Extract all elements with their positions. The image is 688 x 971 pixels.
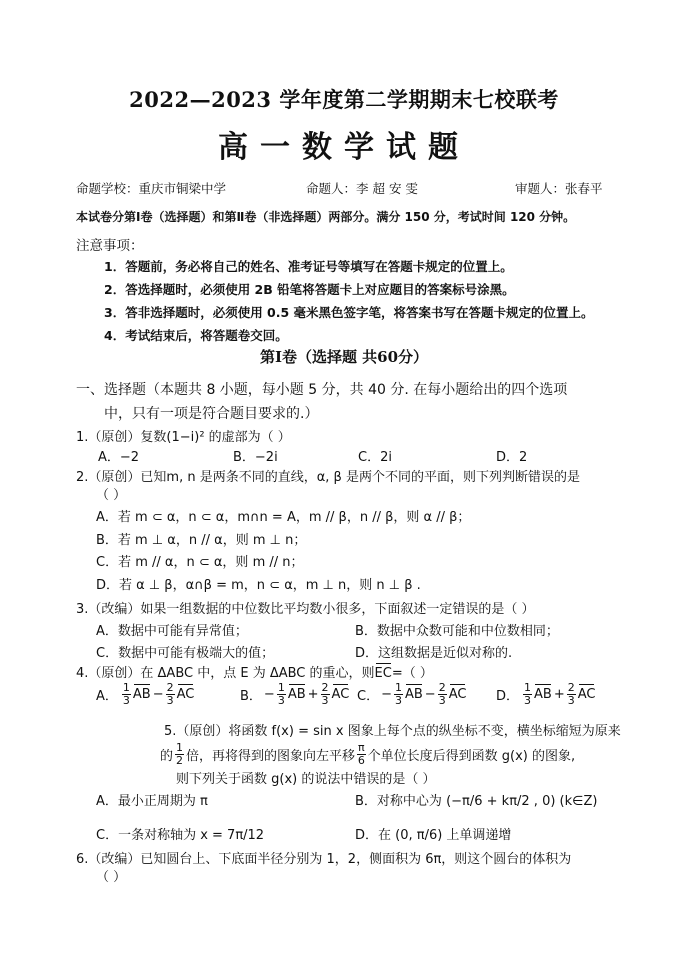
q2-option-a: A．若 m ⊂ α，n ⊂ α，m∩n = A，m // β，n // β，则 α // β； bbox=[96, 510, 471, 525]
q1-option-d: D．2 bbox=[496, 450, 528, 465]
q3-option-d: D．这组数据是近似对称的. bbox=[355, 646, 513, 661]
q1-option-b: B．−2i bbox=[233, 450, 278, 465]
part-heading-cont: 中，只有一项是符合题目要求的.） bbox=[104, 406, 319, 422]
q4-option-b: B． − $\frac{1}{3}$ AB + $\frac{2}{3}$ AC bbox=[240, 681, 350, 707]
q5-option-b: B．对称中心为 (−π/6 + kπ/2 , 0) (k∈Z) bbox=[355, 794, 598, 809]
q4-stem: 4.（原创）在 ΔABC 中，点 E 为 ΔABC 的重心，则EC=（ ） bbox=[76, 666, 433, 681]
notice-item: 4．考试结束后，将答题卷交回。 bbox=[104, 328, 288, 343]
meta-school: 命题学校：重庆市铜梁中学 bbox=[76, 181, 227, 196]
exam-title: 2022—2023 学年度第二学期期末七校联考 bbox=[129, 87, 559, 112]
q2-option-d: D．若 α ⊥ β，α∩β = m，n ⊂ α，m ⊥ n，则 n ⊥ β . bbox=[96, 578, 421, 593]
vector-ec: EC bbox=[374, 666, 392, 681]
q1-option-a: A．−2 bbox=[98, 450, 140, 465]
notice-item: 1．答题前，务必将自己的姓名、准考证号等填写在答题卡规定的位置上。 bbox=[104, 259, 513, 274]
q6-stem-paren: （ ） bbox=[96, 870, 127, 885]
q4-option-c: C． − $\frac{1}{3}$ AB − $\frac{2}{3}$ AC bbox=[357, 681, 467, 707]
q3-option-a: A．数据中可能有异常值； bbox=[96, 624, 248, 639]
exam-intro: 本试卷分第Ⅰ卷（选择题）和第Ⅱ卷（非选择题）两部分。满分 150 分，考试时间 120 分钟。 bbox=[76, 210, 576, 224]
q6-stem: 6.（改编）已知圆台上、下底面半径分别为 1，2，侧面积为 6π，则这个圆台的体积为 bbox=[76, 852, 572, 867]
notice-item: 3．答非选择题时，必须使用 0.5 毫米黑色签字笔，将答案书写在答题卡规定的位置上。 bbox=[104, 305, 594, 320]
notice-heading: 注意事项： bbox=[76, 238, 144, 254]
q5-option-a: A．最小正周期为 π bbox=[96, 794, 208, 809]
q3-option-b: B．数据中众数可能和中位数相同； bbox=[355, 624, 559, 639]
q3-option-c: C．数据中可能有极端大的值； bbox=[96, 646, 275, 661]
q2-option-c: C．若 m // α，n ⊂ α，则 m // n； bbox=[96, 555, 304, 570]
q1-stem: 1.（原创）复数(1−i)² 的虚部为（ ） bbox=[76, 430, 291, 445]
meta-reviewer: 审题人：张春平 bbox=[515, 181, 603, 196]
q5-option-c: C．一条对称轴为 x = 7π/12 bbox=[96, 828, 265, 843]
meta-setter: 命题人：李 超 安 雯 bbox=[306, 181, 418, 196]
q2-stem-paren: （ ） bbox=[96, 488, 127, 503]
q3-stem: 3.（改编）如果一组数据的中位数比平均数小很多，下面叙述一定错误的是（ ） bbox=[76, 602, 535, 617]
q5-line2: 的 $\frac{1}{2}$ 倍，再将得到的图象向左平移 $\frac{\pi}{6}$ 个单位长度后得到函数 g(x) 的图象, bbox=[160, 741, 576, 767]
notice-item: 2．答选择题时，必须使用 2B 铅笔将答题卡上对应题目的答案标号涂黑。 bbox=[104, 282, 515, 297]
q4-option-d: D． $\frac{1}{3}$ AB + $\frac{2}{3}$ AC bbox=[496, 681, 596, 707]
q2-stem: 2.（原创）已知m, n 是两条不同的直线，α, β 是两个不同的平面，则下列判断错误的是 bbox=[76, 470, 580, 485]
q4-option-a: A． $\frac{1}{3}$ AB − $\frac{2}{3}$ AC bbox=[96, 681, 195, 707]
q5-line3: 则下列关于函数 g(x) 的说法中错误的是（ ） bbox=[176, 772, 436, 787]
q5-option-d: D．在 (0, π/6) 上单调递增 bbox=[355, 828, 512, 843]
exam-subtitle: 高一数学试题 bbox=[218, 130, 470, 165]
part-heading: 一、选择题（本题共 8 小题，每小题 5 分，共 40 分. 在每小题给出的四个选项 bbox=[76, 382, 568, 398]
q2-option-b: B．若 m ⊥ α，n // α，则 m ⊥ n； bbox=[96, 533, 307, 548]
q5-line1: 5.（原创）将函数 f(x) = sin x 图象上每个点的纵坐标不变，横坐标缩短为原来 bbox=[164, 724, 621, 739]
q1-option-c: C．2i bbox=[358, 450, 392, 465]
section-heading: 第Ⅰ卷（选择题 共60分） bbox=[259, 348, 429, 366]
